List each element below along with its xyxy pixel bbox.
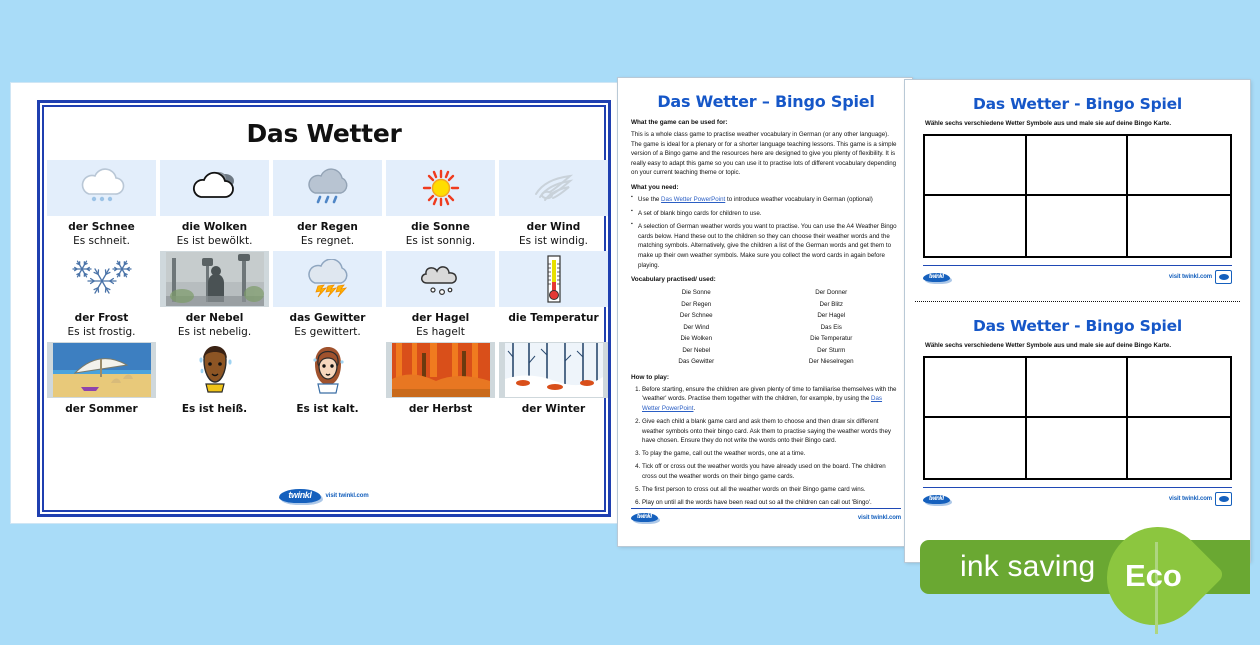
weather-cell-derhagel bbox=[386, 251, 495, 338]
rain-cloud-icon bbox=[273, 160, 382, 216]
vocabulary-word: Der Sturm bbox=[817, 346, 846, 354]
weather-grid bbox=[47, 160, 601, 417]
heading-how-to-play: How to play: bbox=[631, 373, 669, 381]
weather-sentence: Es schneit. bbox=[73, 235, 130, 247]
weather-word: der Schnee bbox=[68, 221, 135, 233]
das-wetter-poster[interactable] bbox=[11, 83, 620, 523]
weather-word: die Temperatur bbox=[508, 312, 599, 324]
weather-word: der Winter bbox=[521, 403, 586, 415]
bingo-instruction: Wähle sechs verschiedene Wetter Symbole aus und male sie auf deine Bingo Karte. bbox=[925, 342, 1172, 349]
thunderstorm-icon bbox=[273, 251, 382, 307]
autumn-forest-icon bbox=[386, 342, 495, 398]
weather-cell-derregen bbox=[273, 160, 382, 247]
vocabulary-word: Das Gewitter bbox=[678, 358, 715, 366]
twinkl-visit-text: visit twinkl.com bbox=[1168, 274, 1212, 280]
weather-cell-dietemperatur bbox=[499, 251, 608, 338]
fog-photo-icon bbox=[160, 251, 269, 307]
weather-sentence: Es ist frostig. bbox=[67, 326, 136, 338]
twinkl-badge-icon bbox=[1215, 492, 1232, 506]
weather-sentence: Es ist sonnig. bbox=[405, 235, 476, 247]
bingo-grid[interactable] bbox=[923, 134, 1232, 258]
das-wetter-powerpoint-link[interactable]: Das Wetter PowerPoint bbox=[642, 395, 883, 412]
weather-word: das Gewitter bbox=[289, 312, 366, 324]
weather-cell-dernebel bbox=[160, 251, 269, 338]
vocabulary-word: Die Sonne bbox=[681, 289, 711, 297]
weather-cell-dersommer bbox=[47, 342, 156, 417]
beach-parasol-icon bbox=[47, 342, 156, 398]
bingo-cell[interactable] bbox=[1027, 358, 1129, 418]
weather-cell-esistkalt bbox=[273, 342, 382, 417]
bingo-cell[interactable] bbox=[925, 136, 1027, 196]
weather-row bbox=[47, 342, 601, 417]
bingo-cell[interactable] bbox=[1128, 358, 1230, 418]
weather-row bbox=[47, 251, 601, 338]
weather-word: Es ist heiß. bbox=[181, 403, 248, 415]
vocabulary-word: Der Schnee bbox=[679, 312, 713, 320]
intro-paragraph: This is a whole class game to practise weather vocabulary in German (or any other language). The game is ideal for a plenary or for a shorter language teaching lessons. This game is a simple version of a Bingo game and the resources here are designed to give you plenty of flexibility. It is really easy to adapt this game so you can use it to practise lots of different vocabulary depending on your current teaching theme or topic. bbox=[631, 131, 897, 177]
heading-used-for: What the game can be used for: bbox=[631, 119, 728, 126]
how-to-play-step: 6. Play on until all the words have been read out so all the children can call out 'Bingo'. bbox=[642, 498, 901, 508]
twinkl-visit-group bbox=[1169, 492, 1232, 506]
how-to-play-step: 5. The first person to cross out all the weather words on their Bingo game card wins. bbox=[642, 485, 901, 495]
snowflakes-icon bbox=[47, 251, 156, 307]
eco-label: ink saving bbox=[960, 550, 1096, 583]
bingo-cell[interactable] bbox=[1128, 418, 1230, 478]
weather-cell-dasgewitter bbox=[273, 251, 382, 338]
vocabulary-word: Der Wind bbox=[683, 323, 710, 331]
weather-cell-derfrost bbox=[47, 251, 156, 338]
how-to-play-step: 4. Tick off or cross out the weather words you have already used on the board. The children cross out the weather words on their bingo game cards. bbox=[642, 462, 901, 481]
weather-cell-derschnee bbox=[47, 160, 156, 247]
weather-word: der Sommer bbox=[65, 403, 138, 415]
weather-sentence: Es ist windig. bbox=[518, 235, 589, 247]
ink-saving-eco-badge bbox=[920, 532, 1260, 602]
vocabulary-word: Die Temperatur bbox=[810, 335, 853, 343]
cold-girl-icon bbox=[273, 342, 382, 398]
vocabulary-word: Der Regen bbox=[681, 300, 712, 308]
weather-word: der Regen bbox=[297, 221, 358, 233]
bingo-cell[interactable] bbox=[1027, 196, 1129, 256]
twinkl-logo: twinkl bbox=[923, 273, 950, 282]
bingo-card-bottom[interactable] bbox=[905, 302, 1250, 516]
weather-word: der Nebel bbox=[185, 312, 244, 324]
how-to-play-step: 3. To play the game, call out the weather words, one at a time. bbox=[642, 449, 901, 459]
bingo-cell[interactable] bbox=[1128, 196, 1230, 256]
weather-cell-derwind bbox=[499, 160, 608, 247]
weather-word: Es ist kalt. bbox=[296, 403, 359, 415]
poster-footer bbox=[47, 489, 601, 503]
requirement-item: ▪ A selection of German weather words you want to practise. You can use the A4 Weather Bingo cards below. Hand these out to the children so they can choose their weather words and the matching symbols. Alternatively, give the children a list of the German words and get them to make up their own weather symbols. Make sure you collect the word cards in again before playing. bbox=[631, 222, 901, 270]
weather-sentence: Es ist nebelig. bbox=[177, 326, 252, 338]
twinkl-badge-icon bbox=[1215, 270, 1232, 284]
weather-cell-derherbst bbox=[386, 342, 495, 417]
how-to-play-step: 2. Give each child a blank game card and ask them to choose and then draw six different weather symbols onto their bingo card. Ask them to practise saying the weather words they have chosen. Ensure they do not write the words onto their Bingo card. bbox=[642, 417, 901, 446]
vocabulary-word: Die Wolken bbox=[680, 335, 713, 343]
bingo-title: Das Wetter - Bingo Spiel bbox=[972, 95, 1183, 113]
twinkl-visit-text: visit twinkl.com bbox=[857, 514, 901, 521]
twinkl-visit-text: visit twinkl.com bbox=[325, 493, 369, 499]
vocabulary-columns bbox=[631, 287, 901, 367]
hail-cloud-icon bbox=[386, 251, 495, 307]
vocabulary-column-left bbox=[678, 287, 714, 367]
vocabulary-word: Der Donner bbox=[815, 289, 848, 297]
weather-word: der Frost bbox=[74, 312, 129, 324]
heading-what-you-need: What you need: bbox=[631, 184, 679, 192]
twinkl-logo: twinkl bbox=[279, 489, 320, 503]
vocabulary-column-right bbox=[809, 287, 854, 367]
weather-sentence: Es hagelt bbox=[416, 326, 465, 338]
instructions-footer bbox=[631, 508, 901, 522]
bingo-cell[interactable] bbox=[1027, 136, 1129, 196]
twinkl-logo: twinkl bbox=[923, 495, 950, 504]
requirement-item: ▪ A set of blank bingo cards for children to use. bbox=[631, 209, 901, 219]
requirement-item: ▪ Use the Das Wetter PowerPoint to introduce weather vocabulary in German (optional) bbox=[631, 195, 901, 205]
bingo-cell[interactable] bbox=[925, 358, 1027, 418]
bingo-cell[interactable] bbox=[1128, 136, 1230, 196]
bingo-cell[interactable] bbox=[1027, 418, 1129, 478]
weather-sentence: Es gewittert. bbox=[294, 326, 361, 338]
bingo-cell[interactable] bbox=[925, 418, 1027, 478]
weather-cell-diewolken bbox=[160, 160, 269, 247]
page-title: Das Wetter bbox=[246, 119, 402, 148]
weather-word: der Hagel bbox=[411, 312, 470, 324]
vocabulary-word: Das Eis bbox=[820, 323, 842, 331]
vocabulary-word: Der Blitz bbox=[819, 300, 843, 308]
bingo-cell[interactable] bbox=[925, 196, 1027, 256]
weather-sentence: Es regnet. bbox=[300, 235, 355, 247]
heading-vocabulary: Vocabulary practised/ used: bbox=[631, 276, 716, 284]
weather-cell-esistheiß bbox=[160, 342, 269, 417]
winter-forest-icon bbox=[499, 342, 608, 398]
bingo-cards-document[interactable] bbox=[905, 80, 1250, 562]
bingo-grid[interactable] bbox=[923, 356, 1232, 480]
weather-word: die Sonne bbox=[411, 221, 470, 233]
vocabulary-word: Der Hagel bbox=[817, 312, 846, 320]
weather-cell-diesonne bbox=[386, 160, 495, 247]
hot-boy-icon bbox=[160, 342, 269, 398]
twinkl-visit-text: visit twinkl.com bbox=[1168, 496, 1212, 502]
how-to-play-list bbox=[631, 385, 901, 508]
weather-cell-derwinter bbox=[499, 342, 608, 417]
das-wetter-powerpoint-link[interactable]: Das Wetter PowerPoint bbox=[661, 196, 726, 204]
bingo-footer bbox=[923, 487, 1232, 506]
cloudy-icon bbox=[160, 160, 269, 216]
eco-leaf-label: Eco bbox=[1125, 558, 1182, 593]
bingo-instruction: Wähle sechs verschiedene Wetter Symbole aus und male sie auf deine Bingo Karte. bbox=[925, 120, 1172, 127]
twinkl-visit-group bbox=[1169, 270, 1232, 284]
bingo-card-top[interactable] bbox=[905, 80, 1250, 294]
instructions-document[interactable] bbox=[618, 78, 912, 546]
weather-word: der Wind bbox=[526, 221, 581, 233]
weather-sentence: Es ist bewölkt. bbox=[176, 235, 253, 247]
sun-icon bbox=[386, 160, 495, 216]
weather-word: die Wolken bbox=[181, 221, 248, 233]
wind-icon bbox=[499, 160, 608, 216]
twinkl-logo: twinkl bbox=[631, 513, 658, 522]
instructions-title: Das Wetter – Bingo Spiel bbox=[657, 92, 875, 111]
weather-row bbox=[47, 160, 601, 247]
snow-cloud-icon bbox=[47, 160, 156, 216]
how-to-play-step: 1. Before starting, ensure the children are given plenty of time to familiarise themselves with the 'weather' words. Practise them together with the children, for example, by using the Das Wetter PowerPoint. bbox=[642, 385, 901, 414]
weather-word: der Herbst bbox=[408, 403, 473, 415]
bingo-title: Das Wetter - Bingo Spiel bbox=[972, 317, 1183, 335]
requirements-list bbox=[631, 195, 901, 270]
vocabulary-word: Der Nebel bbox=[682, 346, 711, 354]
thermometer-icon bbox=[499, 251, 608, 307]
vocabulary-word: Der Nieselregen bbox=[808, 358, 854, 366]
bingo-footer bbox=[923, 265, 1232, 284]
